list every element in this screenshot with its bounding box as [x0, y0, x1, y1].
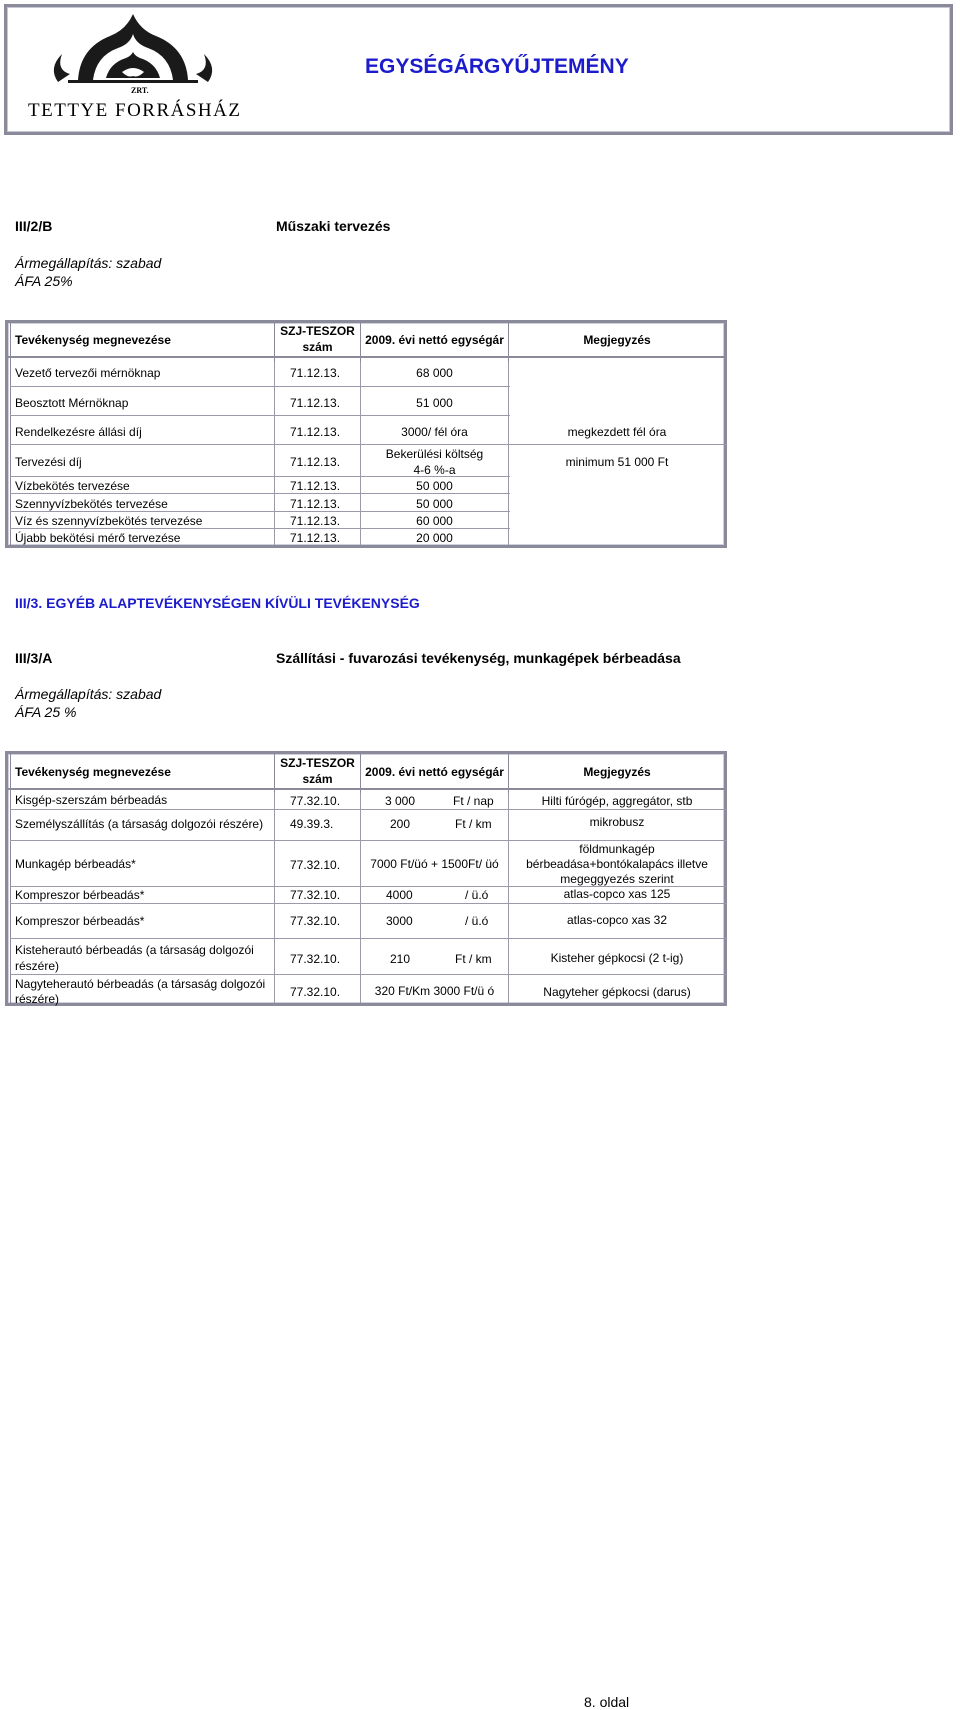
logo-zrt: ZRT. [131, 86, 149, 95]
row-name: Személyszállítás (a társaság dolgozói részére) [15, 817, 264, 831]
pricing-note: Ármegállapítás: szabad [15, 686, 162, 702]
row-name: Rendelkezésre állási díj [15, 425, 142, 439]
row-note: atlas-copco xas 125 [563, 887, 671, 901]
section-title: Szállítási - fuvarozási tevékenység, munkagépek bérbeadása [276, 650, 681, 666]
header-szj-line1: SZJ-TESZOR [280, 756, 355, 770]
row-code: 71.12.13. [290, 497, 341, 511]
page-number: 8. oldal [584, 1694, 630, 1710]
header-note: Megjegyzés [583, 765, 651, 779]
row-name: Beosztott Mérnöknap [15, 396, 129, 410]
row-code: 77.32.10. [290, 858, 341, 872]
row-note: Nagyteher gépkocsi (darus) [543, 985, 691, 999]
row-code: 71.12.13. [290, 531, 341, 545]
row-price-line2: 4-6 %-a [413, 463, 456, 477]
row-unit: / ü.ó [465, 888, 489, 902]
section-code: III/2/B [15, 218, 53, 234]
row-price: 60 000 [416, 514, 453, 528]
section-code: III/3/A [15, 650, 53, 666]
row-price: 3000 [386, 914, 413, 928]
row-note-line3: megeggyezés szerint [560, 872, 674, 886]
header-activity: Tevékenység megnevezése [15, 765, 171, 779]
section-heading: III/3. EGYÉB ALAPTEVÉKENYSÉGEN KÍVÜLI TEVÉKENYSÉG [15, 595, 420, 611]
row-note: minimum 51 000 Ft [565, 455, 669, 469]
row-name: Vezető tervezői mérnöknap [15, 366, 161, 380]
row-note: mikrobusz [589, 815, 645, 829]
page-title: EGYSÉGÁRGYŰJTEMÉNY [365, 55, 629, 78]
row-name: Kisgép-szerszám bérbeadás [15, 793, 168, 807]
row-price: 50 000 [416, 479, 453, 493]
header-activity: Tevékenység megnevezése [15, 333, 171, 347]
row-name: Újabb bekötési mérő tervezése [15, 531, 181, 545]
header-note: Megjegyzés [583, 333, 651, 347]
row-price-line1: Bekerülési költség [385, 447, 484, 461]
row-code: 49.39.3. [290, 817, 334, 831]
row-code: 77.32.10. [290, 888, 341, 902]
header-szj-line2: szám [302, 340, 333, 354]
mosque-logo-icon [18, 8, 258, 98]
row-price: 68 000 [416, 366, 453, 380]
row-code: 77.32.10. [290, 914, 341, 928]
row-code: 71.12.13. [290, 425, 341, 439]
row-name-line1: Kisteherautó bérbeadás (a társaság dolgozói [15, 943, 254, 957]
row-name-line2: részére) [15, 959, 60, 973]
logo-company-name: TETTYE FORRÁSHÁZ [28, 100, 242, 121]
row-unit: Ft / nap [453, 794, 494, 808]
row-price: 3000/ fél óra [401, 425, 468, 439]
row-code: 77.32.10. [290, 952, 341, 966]
row-code: 71.12.13. [290, 396, 341, 410]
row-price: 3 000 [385, 794, 416, 808]
row-price: 200 [390, 817, 411, 831]
row-unit: Ft / km [455, 952, 492, 966]
header-szj-line1: SZJ-TESZOR [280, 324, 355, 338]
row-price: 4000 [386, 888, 413, 902]
section-title: Műszaki tervezés [276, 218, 391, 234]
row-name: Szennyvízbekötés tervezése [15, 497, 168, 511]
row-price: 210 [390, 952, 411, 966]
vat-note: ÁFA 25% [15, 273, 73, 289]
row-name-line2: részére) [15, 992, 60, 1006]
header-price: 2009. évi nettó egységár [365, 333, 504, 347]
row-code: 71.12.13. [290, 479, 341, 493]
row-unit: / ü.ó [465, 914, 489, 928]
pricing-note: Ármegállapítás: szabad [15, 255, 162, 271]
row-note: Kisteher gépkocsi (2 t-ig) [550, 951, 684, 965]
row-code: 77.32.10. [290, 794, 341, 808]
row-price: 50 000 [416, 497, 453, 511]
header-szj-line2: szám [302, 772, 333, 786]
row-note: megkezdett fél óra [567, 425, 667, 439]
row-name: Kompreszor bérbeadás* [15, 888, 145, 902]
row-note: atlas-copco xas 32 [566, 913, 668, 927]
row-price: 20 000 [416, 531, 453, 545]
row-price: 7000 Ft/üó + 1500Ft/ üó [370, 857, 499, 871]
header-price: 2009. évi nettó egységár [365, 765, 504, 779]
row-unit: Ft / km [455, 817, 492, 831]
row-name: Munkagép bérbeadás* [15, 857, 136, 871]
row-note-line2: bérbeadása+bontókalapács illetve [526, 857, 708, 871]
vat-note: ÁFA 25 % [15, 704, 77, 720]
row-name: Víz és szennyvízbekötés tervezése [15, 514, 203, 528]
company-logo [18, 8, 258, 126]
row-code: 71.12.13. [290, 514, 341, 528]
row-name-line1: Nagyteherautó bérbeadás (a társaság dolgozói [15, 977, 266, 991]
row-name: Tervezési díj [15, 455, 82, 469]
row-price: 320 Ft/Km 3000 Ft/ü ó [374, 984, 495, 998]
row-name: Kompreszor bérbeadás* [15, 914, 145, 928]
row-note-line1: földmunkagép [579, 842, 655, 856]
row-code: 71.12.13. [290, 455, 341, 469]
row-code: 71.12.13. [290, 366, 341, 380]
row-name: Vízbekötés tervezése [15, 479, 130, 493]
row-price: 51 000 [416, 396, 453, 410]
row-note: Hilti fúrógép, aggregátor, stb [541, 794, 693, 808]
row-code: 77.32.10. [290, 985, 341, 999]
